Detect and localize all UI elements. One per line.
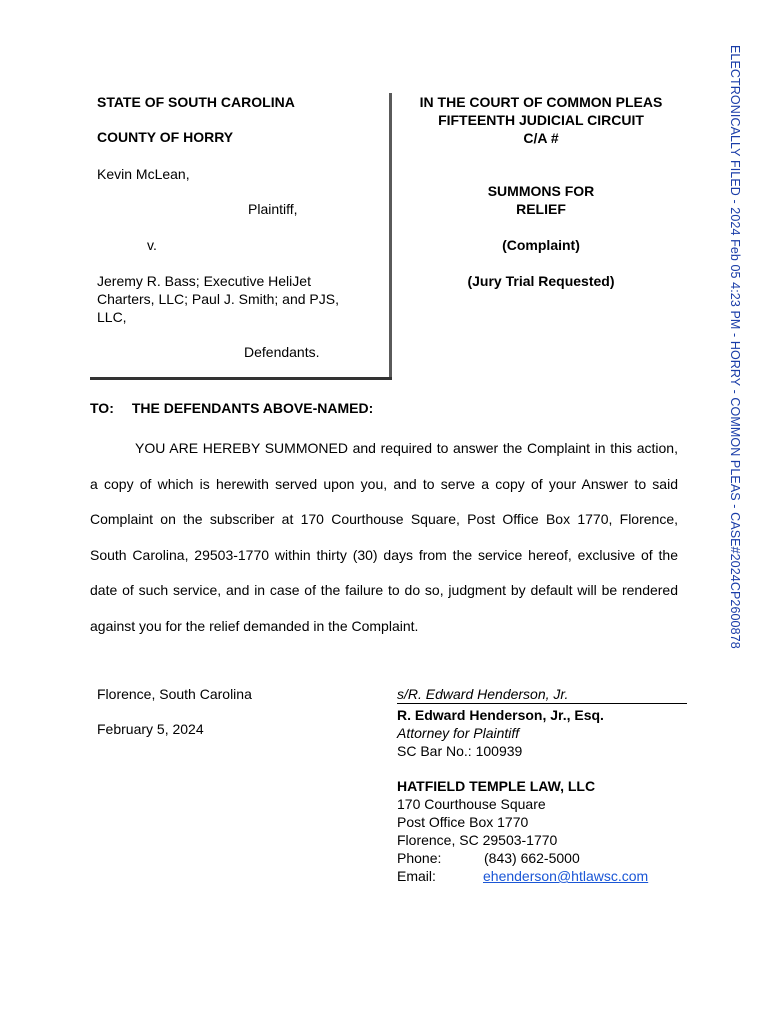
caption-vertical-divider xyxy=(389,93,392,380)
county-heading: COUNTY OF HORRY xyxy=(97,129,234,145)
judicial-circuit: FIFTEENTH JUDICIAL CIRCUIT xyxy=(438,112,644,128)
versus: v. xyxy=(147,237,157,253)
jury-trial-note: (Jury Trial Requested) xyxy=(467,273,615,289)
signing-place: Florence, South Carolina xyxy=(97,686,252,702)
defendants-line-1: Jeremy R. Bass; Executive HeliJet xyxy=(97,273,311,289)
attorney-name: R. Edward Henderson, Jr., Esq. xyxy=(397,707,604,723)
signing-date: February 5, 2024 xyxy=(97,721,204,737)
to-label: TO: xyxy=(90,400,114,416)
electronic-signature: s/R. Edward Henderson, Jr. xyxy=(397,686,569,702)
email-link[interactable]: ehenderson@htlawsc.com xyxy=(483,868,649,884)
firm-address-3: Florence, SC 29503-1770 xyxy=(397,832,558,848)
summons-body: YOU ARE HEREBY SUMMONED and required to answer the Complaint in this action, a copy of which is herewith served upon you, and to serve a copy of your Answer to said Complaint on the subscriber at 170 Courthouse Square, Post Office Box 1770, Florence, South Carolina, 29503-1770 within thirty (30) days from the service hereof, exclusive of the date of such service, and in case of the failure to do so, judgment by default will be rendered against you for the relief demanded in the Complaint. xyxy=(90,440,678,634)
state-heading: STATE OF SOUTH CAROLINA xyxy=(97,94,295,110)
firm-address-2: Post Office Box 1770 xyxy=(397,814,529,830)
phone-number: (843) 662-5000 xyxy=(484,850,580,866)
document-title-line-1: SUMMONS FOR xyxy=(487,183,595,199)
signature-line xyxy=(397,703,687,704)
firm-name: HATFIELD TEMPLE LAW, LLC xyxy=(397,778,596,794)
firm-address-1: 170 Courthouse Square xyxy=(397,796,546,812)
plaintiff-role: Plaintiff, xyxy=(248,201,298,217)
to-recipients: THE DEFENDANTS ABOVE-NAMED: xyxy=(131,400,374,416)
bar-number: SC Bar No.: 100939 xyxy=(397,743,523,759)
email-label: Email: xyxy=(397,868,436,884)
phone-label: Phone: xyxy=(397,850,442,866)
defendants-line-2: Charters, LLC; Paul J. Smith; and PJS, xyxy=(97,291,339,307)
attorney-role: Attorney for Plaintiff xyxy=(397,725,520,741)
plaintiff-name: Kevin McLean, xyxy=(97,166,190,182)
case-number: C/A # xyxy=(523,130,559,146)
to-line xyxy=(90,399,373,417)
document-title-line-2: RELIEF xyxy=(516,201,566,217)
document-type: (Complaint) xyxy=(502,237,580,253)
caption-horizontal-divider xyxy=(90,377,392,380)
defendants-line-3: LLC, xyxy=(97,309,127,325)
electronic-filing-stamp: ELECTRONICALLY FILED - 2024 Feb 05 4:23 PM - HORRY - COMMON PLEAS - CASE#2024CP2600878 xyxy=(728,45,742,649)
court-name: IN THE COURT OF COMMON PLEAS xyxy=(419,94,663,110)
defendants-role: Defendants. xyxy=(244,344,320,360)
